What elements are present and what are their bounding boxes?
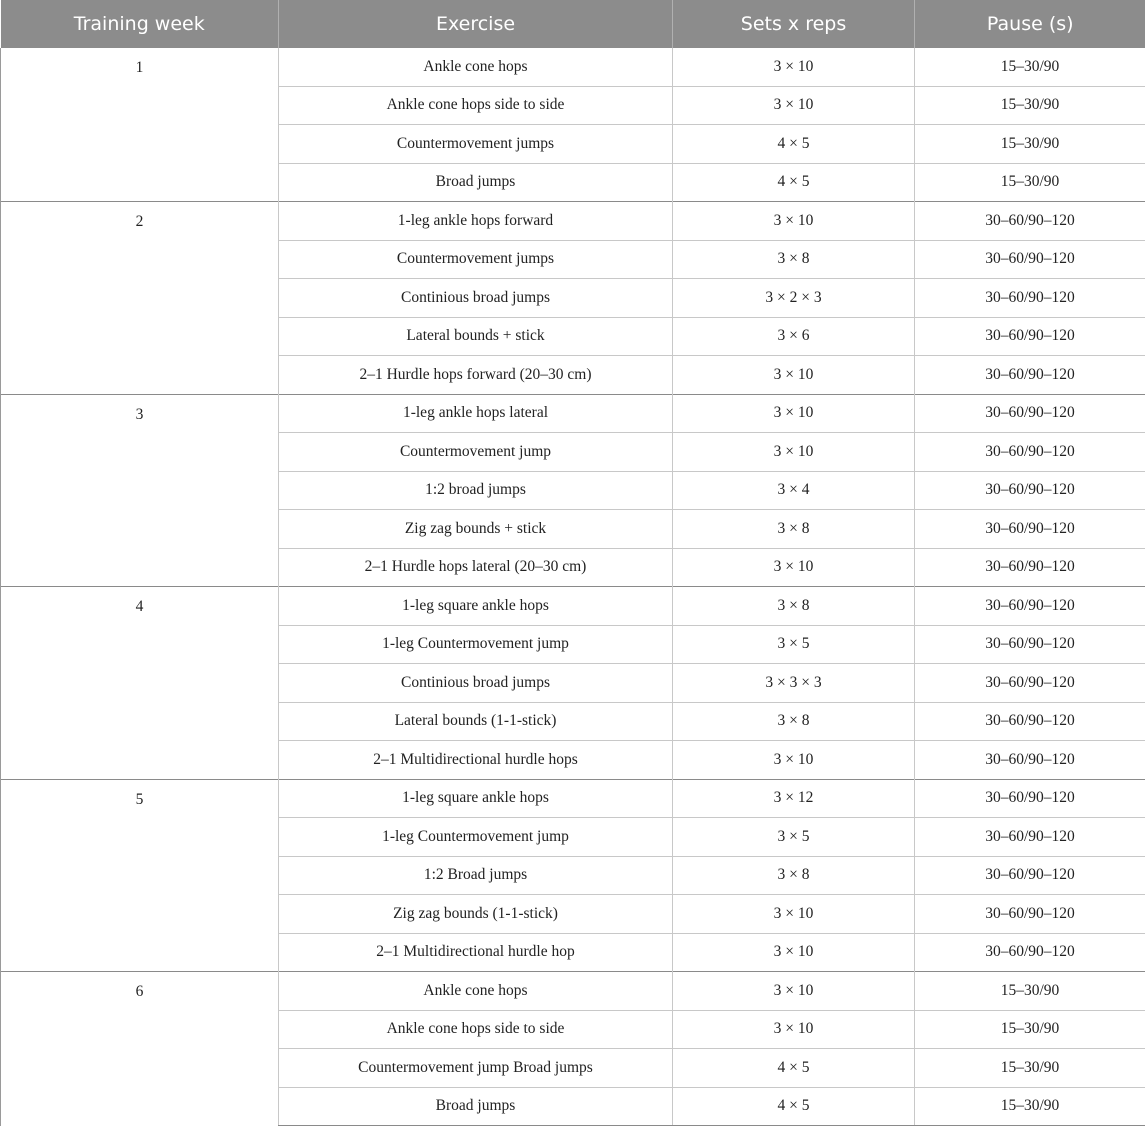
cell-pause: 15–30/90 — [915, 163, 1145, 202]
cell-training-week: 6 — [1, 972, 279, 1126]
cell-pause: 30–60/90–120 — [915, 471, 1145, 510]
cell-sets-reps: 3 × 10 — [673, 48, 915, 86]
cell-sets-reps: 3 × 10 — [673, 895, 915, 934]
cell-exercise: Zig zag bounds (1-1-stick) — [279, 895, 673, 934]
cell-pause: 30–60/90–120 — [915, 856, 1145, 895]
cell-sets-reps: 3 × 10 — [673, 86, 915, 125]
cell-pause: 30–60/90–120 — [915, 394, 1145, 433]
cell-training-week: 1 — [1, 48, 279, 202]
cell-sets-reps: 3 × 10 — [673, 1010, 915, 1049]
cell-sets-reps: 3 × 10 — [673, 356, 915, 395]
cell-exercise: Continious broad jumps — [279, 664, 673, 703]
table-row — [1, 972, 1145, 1011]
cell-training-week: 3 — [1, 394, 279, 587]
cell-pause: 30–60/90–120 — [915, 356, 1145, 395]
cell-sets-reps: 3 × 5 — [673, 818, 915, 857]
cell-pause: 15–30/90 — [915, 48, 1145, 86]
cell-sets-reps: 3 × 10 — [673, 741, 915, 780]
cell-sets-reps: 3 × 6 — [673, 317, 915, 356]
cell-exercise: Lateral bounds (1-1-stick) — [279, 702, 673, 741]
cell-pause: 30–60/90–120 — [915, 664, 1145, 703]
cell-exercise: Countermovement jump — [279, 433, 673, 472]
cell-exercise: 1:2 Broad jumps — [279, 856, 673, 895]
cell-sets-reps: 3 × 8 — [673, 856, 915, 895]
table-row — [1, 779, 1145, 818]
cell-sets-reps: 3 × 10 — [673, 433, 915, 472]
cell-training-week: 5 — [1, 779, 279, 972]
cell-pause: 30–60/90–120 — [915, 625, 1145, 664]
cell-exercise: Ankle cone hops — [279, 48, 673, 86]
cell-exercise: Zig zag bounds + stick — [279, 510, 673, 549]
cell-pause: 30–60/90–120 — [915, 317, 1145, 356]
cell-pause: 30–60/90–120 — [915, 202, 1145, 241]
cell-exercise: 1-leg ankle hops lateral — [279, 394, 673, 433]
cell-exercise: Countermovement jumps — [279, 240, 673, 279]
cell-pause: 30–60/90–120 — [915, 433, 1145, 472]
cell-exercise: 2–1 Multidirectional hurdle hops — [279, 741, 673, 780]
table-row — [1, 48, 1145, 86]
cell-sets-reps: 3 × 5 — [673, 625, 915, 664]
cell-exercise: 2–1 Hurdle hops lateral (20–30 cm) — [279, 548, 673, 587]
cell-sets-reps: 4 × 5 — [673, 1087, 915, 1126]
table-body — [1, 48, 1145, 1126]
cell-exercise: 1-leg square ankle hops — [279, 587, 673, 626]
header-training-week: Training week — [1, 0, 279, 48]
cell-exercise: 1-leg Countermovement jump — [279, 625, 673, 664]
cell-sets-reps: 3 × 10 — [673, 202, 915, 241]
cell-exercise: Continious broad jumps — [279, 279, 673, 318]
cell-pause: 30–60/90–120 — [915, 587, 1145, 626]
cell-pause: 30–60/90–120 — [915, 818, 1145, 857]
cell-sets-reps: 3 × 10 — [673, 933, 915, 972]
cell-exercise: Broad jumps — [279, 163, 673, 202]
cell-sets-reps: 3 × 10 — [673, 972, 915, 1011]
header-row — [1, 0, 1145, 48]
cell-exercise: 2–1 Hurdle hops forward (20–30 cm) — [279, 356, 673, 395]
cell-exercise: Countermovement jumps — [279, 125, 673, 164]
cell-pause: 15–30/90 — [915, 86, 1145, 125]
table-row — [1, 202, 1145, 241]
cell-pause: 30–60/90–120 — [915, 779, 1145, 818]
cell-exercise: 1-leg square ankle hops — [279, 779, 673, 818]
table-row — [1, 394, 1145, 433]
cell-sets-reps: 3 × 2 × 3 — [673, 279, 915, 318]
cell-pause: 30–60/90–120 — [915, 741, 1145, 780]
cell-pause: 15–30/90 — [915, 125, 1145, 164]
cell-training-week: 4 — [1, 587, 279, 780]
cell-exercise: 2–1 Multidirectional hurdle hop — [279, 933, 673, 972]
cell-exercise: Broad jumps — [279, 1087, 673, 1126]
cell-pause: 30–60/90–120 — [915, 933, 1145, 972]
cell-pause: 30–60/90–120 — [915, 510, 1145, 549]
cell-sets-reps: 4 × 5 — [673, 163, 915, 202]
cell-sets-reps: 3 × 8 — [673, 510, 915, 549]
cell-sets-reps: 4 × 5 — [673, 1049, 915, 1088]
cell-pause: 15–30/90 — [915, 1010, 1145, 1049]
cell-pause: 30–60/90–120 — [915, 548, 1145, 587]
cell-exercise: 1-leg Countermovement jump — [279, 818, 673, 857]
cell-pause: 30–60/90–120 — [915, 279, 1145, 318]
cell-exercise: 1:2 broad jumps — [279, 471, 673, 510]
cell-pause: 15–30/90 — [915, 972, 1145, 1011]
table-row — [1, 587, 1145, 626]
cell-exercise: Ankle cone hops — [279, 972, 673, 1011]
cell-sets-reps: 3 × 8 — [673, 702, 915, 741]
cell-pause: 15–30/90 — [915, 1087, 1145, 1126]
cell-sets-reps: 3 × 12 — [673, 779, 915, 818]
header-pause: Pause (s) — [915, 0, 1145, 48]
cell-exercise: Countermovement jump Broad jumps — [279, 1049, 673, 1088]
cell-exercise: Ankle cone hops side to side — [279, 1010, 673, 1049]
header-exercise: Exercise — [279, 0, 673, 48]
cell-sets-reps: 3 × 8 — [673, 240, 915, 279]
table-header — [1, 0, 1145, 48]
cell-pause: 30–60/90–120 — [915, 240, 1145, 279]
cell-sets-reps: 4 × 5 — [673, 125, 915, 164]
cell-training-week: 2 — [1, 202, 279, 395]
cell-sets-reps: 3 × 4 — [673, 471, 915, 510]
cell-sets-reps: 3 × 8 — [673, 587, 915, 626]
cell-exercise: Lateral bounds + stick — [279, 317, 673, 356]
cell-sets-reps: 3 × 10 — [673, 394, 915, 433]
cell-exercise: Ankle cone hops side to side — [279, 86, 673, 125]
header-sets-reps: Sets x reps — [673, 0, 915, 48]
cell-exercise: 1-leg ankle hops forward — [279, 202, 673, 241]
cell-pause: 30–60/90–120 — [915, 895, 1145, 934]
cell-sets-reps: 3 × 3 × 3 — [673, 664, 915, 703]
cell-pause: 15–30/90 — [915, 1049, 1145, 1088]
cell-sets-reps: 3 × 10 — [673, 548, 915, 587]
cell-pause: 30–60/90–120 — [915, 702, 1145, 741]
